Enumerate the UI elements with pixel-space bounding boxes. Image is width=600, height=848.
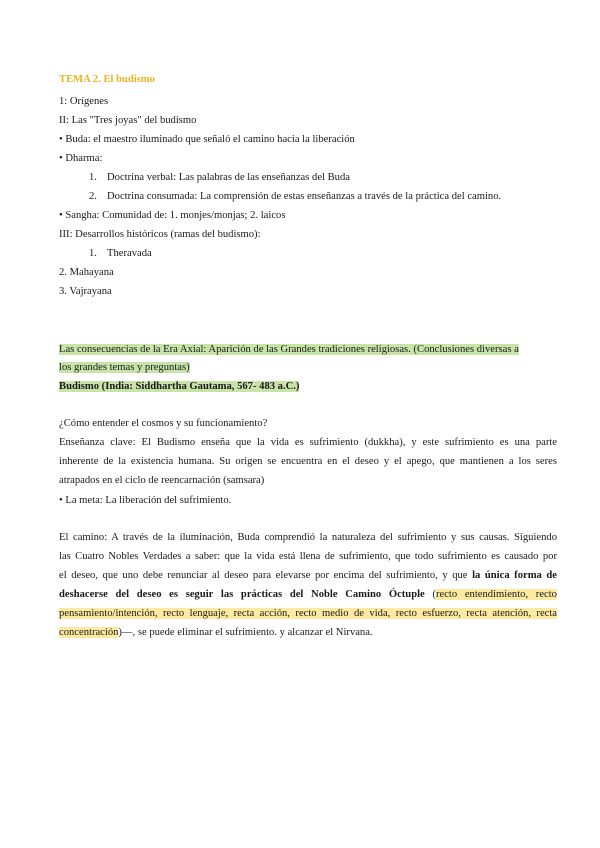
list-number: 1. bbox=[89, 248, 97, 259]
camino-line-4: deshacerse del deseo es seguir las prácticas del Noble Camino Óctuple (recto entendimiento, recto bbox=[59, 589, 557, 600]
axial-heading-line-1: Las consecuencias de la Era Axial: Aparición de las Grandes tradiciones religiosas. (Conclusiones diversas a bbox=[59, 344, 519, 355]
outline-dharma: • Dharma: bbox=[59, 153, 103, 164]
camino-line-1: El camino: A través de la iluminación, Buda comprendió la naturaleza del sufrimiento y sus causas. Siguiendo bbox=[59, 532, 557, 543]
outline-sangha: • Sangha: Comunidad de: 1. monjes/monjas; 2. laicos bbox=[59, 210, 286, 221]
axial-heading-line-2: los grandes temas y preguntas) bbox=[59, 362, 190, 373]
list-text: Doctrina consumada: La comprensión de estas enseñanzas a través de la práctica del camino. bbox=[107, 191, 502, 202]
outline-mahayana: 2. Mahayana bbox=[59, 267, 114, 278]
dharma-item-1 bbox=[89, 171, 350, 185]
camino-line-6: concentración)—, se puede eliminar el sufrimiento. y alcanzar el Nirvana. bbox=[59, 627, 373, 638]
outline-vajrayana: 3. Vajrayana bbox=[59, 286, 112, 297]
cosmos-question: ¿Cómo entender el cosmos y su funcionamiento? bbox=[59, 418, 268, 429]
rama-item-1 bbox=[89, 247, 152, 261]
budismo-heading: Budismo (India: Siddhartha Gautama, 567- 483 a.C.) bbox=[59, 381, 300, 392]
camino-line-5: pensamiento/intención, recto lenguaje, recta acción, recto medio de vida, recto esfuerzo, recta atención, recta bbox=[59, 608, 557, 619]
outline-tres-joyas: II: Las "Tres joyas" del budismo bbox=[59, 115, 197, 126]
dharma-item-2 bbox=[89, 190, 501, 204]
list-text: Doctrina verbal: Las palabras de las enseñanzas del Buda bbox=[107, 172, 350, 183]
list-number: 1. bbox=[89, 172, 97, 183]
page-title: TEMA 2. El budismo bbox=[59, 74, 155, 85]
ensenanza-line-3: atrapados en el ciclo de reencarnación (samsara) bbox=[59, 475, 265, 486]
outline-buda: • Buda: el maestro iluminado que señaló el camino hacia la liberación bbox=[59, 134, 355, 145]
camino-line-3: el deseo, que uno debe renunciar al deseo para elevarse por encima del sufrimiento, y que la única forma de bbox=[59, 570, 557, 581]
ensenanza-line-2: inherente de la existencia humana. Su origen se encuentra en el deseo y el apego, que mantienen a los seres bbox=[59, 456, 557, 467]
outline-desarrollos: III: Desarrollos históricos (ramas del budismo): bbox=[59, 229, 261, 240]
outline-origenes: 1: Orígenes bbox=[59, 96, 109, 107]
list-number: 2. bbox=[89, 191, 97, 202]
ensenanza-line-1: Enseñanza clave: El Budismo enseña que la vida es sufrimiento (dukkha), y este sufrimiento es una parte bbox=[59, 437, 557, 448]
list-text: Theravada bbox=[107, 248, 152, 259]
camino-line-2: las Cuatro Nobles Verdades a saber: que la vida está llena de sufrimiento, que todo sufrimiento es causado por bbox=[59, 551, 557, 562]
meta-line: • La meta: La liberación del sufrimiento. bbox=[59, 495, 232, 506]
